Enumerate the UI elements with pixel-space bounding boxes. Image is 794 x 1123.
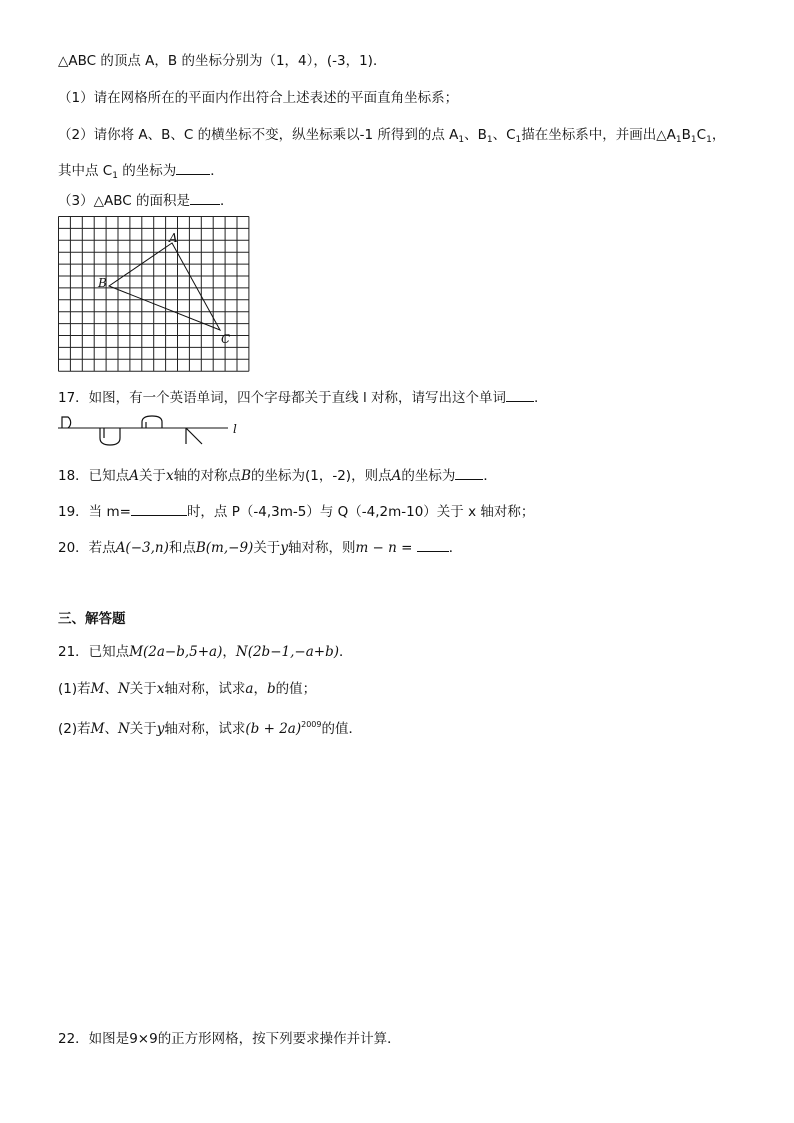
q16-part2b-a: 其中点 C bbox=[58, 163, 113, 179]
q20-c: 关于 bbox=[253, 540, 281, 556]
q16-part2b-c: ． bbox=[210, 163, 224, 179]
q22-a: 22．如图是 bbox=[58, 1031, 130, 1047]
q20-a: 20．若点 bbox=[58, 540, 116, 556]
triangle-abc bbox=[109, 243, 220, 330]
q21-s1-f: 的值； bbox=[275, 681, 317, 697]
q21-point-m: M(2a−b,5+a) bbox=[129, 644, 223, 660]
sub-1: 1 bbox=[706, 135, 712, 145]
letter-k-shape bbox=[186, 428, 202, 444]
q21-point-n: N(2b−1,−a+b) bbox=[235, 644, 339, 660]
q21-s2-e: 的值． bbox=[321, 721, 362, 737]
sub-1: 1 bbox=[675, 135, 682, 145]
letter-d-shape bbox=[62, 417, 71, 428]
q21-s1-b2: b bbox=[266, 681, 276, 697]
q21-s2-M: M bbox=[90, 721, 105, 737]
q16-part3 bbox=[58, 191, 233, 210]
q21-a: 21．已知点 bbox=[58, 644, 130, 660]
q21-s2-c: 关于 bbox=[129, 721, 157, 737]
q20-expr: m − n bbox=[355, 540, 397, 556]
q18-A2: A bbox=[391, 468, 402, 484]
q20-point-b: B(m,−9) bbox=[195, 540, 254, 556]
q17-question: 17．如图，有一个英语单词，四个字母都关于直线 l 对称，请写出这个单词 bbox=[58, 390, 507, 406]
answer-blank[interactable] bbox=[506, 388, 534, 402]
q16-part2-f: C bbox=[696, 127, 707, 143]
answer-blank[interactable] bbox=[455, 466, 483, 480]
answer-blank[interactable] bbox=[131, 502, 187, 516]
q16-part2-g: ， bbox=[711, 127, 726, 143]
q21-s2-expr: (b + 2a) bbox=[245, 721, 302, 737]
q21-part2 bbox=[58, 716, 362, 738]
q21-s2-b: 、 bbox=[104, 721, 118, 737]
q21-s2-exp: 2009 bbox=[301, 720, 322, 729]
letter-u-shape bbox=[100, 428, 120, 445]
q16-part2b-b: 的坐标为 bbox=[122, 163, 177, 179]
q20-e: ． bbox=[448, 540, 463, 556]
section-title bbox=[58, 610, 126, 628]
q21-s2-N: N bbox=[117, 721, 130, 737]
q21-s1-d: 轴对称，试求 bbox=[164, 681, 246, 697]
q21-text bbox=[58, 643, 352, 661]
q20-b: 和点 bbox=[168, 540, 196, 556]
q18-c: 轴的对称点 bbox=[173, 468, 242, 484]
q21-s2-y: y bbox=[156, 721, 165, 737]
q18-A: A bbox=[129, 468, 139, 484]
q22-text bbox=[58, 1030, 401, 1048]
q16-part1-text: （1）请在网格所在的平面内作出符合上述表述的平面直角坐标系； bbox=[58, 90, 459, 106]
axis-label-l: l bbox=[233, 422, 237, 436]
q18-x: x bbox=[165, 468, 174, 484]
q18-d: 的坐标为(1，-2)，则点 bbox=[250, 468, 392, 484]
q21-s1-b: 、 bbox=[104, 681, 118, 697]
q21-s1-a2: a bbox=[245, 681, 254, 697]
label-b: B bbox=[98, 276, 107, 290]
q17-text bbox=[58, 388, 538, 407]
label-c: C bbox=[221, 332, 231, 346]
q16-part2-b: 、B bbox=[464, 127, 487, 143]
q21-end: ． bbox=[338, 644, 353, 660]
q16-part1 bbox=[58, 89, 458, 107]
grid-lines bbox=[59, 217, 249, 372]
q21-part1 bbox=[58, 680, 316, 698]
q18-e: 的坐标为 bbox=[401, 468, 456, 484]
q21-s1-c: 关于 bbox=[129, 681, 157, 697]
q21-s1-a: (1)若 bbox=[58, 681, 91, 697]
answer-blank[interactable] bbox=[176, 161, 210, 175]
q20-d: 轴对称，则 bbox=[287, 540, 356, 556]
q21-sep: ， bbox=[222, 644, 236, 660]
section-3-title: 三、解答题 bbox=[58, 611, 126, 627]
q20-point-a: A(−3,n) bbox=[115, 540, 169, 556]
q18-B: B bbox=[241, 468, 251, 484]
q19-b: 时，点 P（-4,3m-5）与 Q（-4,2m-10）关于 x 轴对称； bbox=[186, 504, 535, 520]
q18-f: ． bbox=[483, 468, 497, 484]
q16-part2 bbox=[58, 126, 725, 149]
q16-part3-b: ． bbox=[219, 193, 234, 209]
q16-part2-cont bbox=[58, 161, 224, 185]
label-a: A bbox=[169, 231, 178, 245]
triangle-grid-figure bbox=[58, 216, 250, 376]
q22-b: 的正方形网格，按下列要求操作并计算． bbox=[157, 1031, 401, 1047]
sub-1: 1 bbox=[690, 135, 697, 145]
intro-text bbox=[58, 52, 386, 70]
q20-y: y bbox=[280, 540, 288, 556]
q21-s1-x: x bbox=[156, 681, 165, 697]
q21-s2-a: (2)若 bbox=[58, 721, 91, 737]
answer-blank[interactable] bbox=[417, 538, 449, 552]
q20-text bbox=[58, 538, 462, 557]
q19-text bbox=[58, 502, 534, 521]
q18-text bbox=[58, 466, 497, 485]
q18-b: 关于 bbox=[138, 468, 166, 484]
q16-part2-d: 描在坐标系中，并画出△A bbox=[521, 127, 676, 143]
q16-part3-a: （3）△ABC 的面积是 bbox=[58, 193, 190, 209]
q21-s2-d: 轴对称，试求 bbox=[164, 721, 246, 737]
intro-sentence: △ABC 的顶点 A，B 的坐标分别为（1，4），(-3，1)． bbox=[58, 53, 387, 69]
q16-part2-e: B bbox=[681, 127, 691, 143]
q21-s1-e: ， bbox=[253, 681, 267, 697]
sub-1: 1 bbox=[486, 135, 493, 145]
sub-1: 1 bbox=[515, 135, 522, 145]
symmetric-word-figure bbox=[56, 414, 246, 448]
q21-s1-N: N bbox=[117, 681, 130, 697]
q18-a: 18．已知点 bbox=[58, 468, 130, 484]
answer-blank[interactable] bbox=[190, 191, 220, 205]
letter-n-shape bbox=[142, 416, 162, 428]
q19-a: 19．当 m= bbox=[58, 504, 131, 520]
q16-part2-c: 、C bbox=[492, 127, 516, 143]
q22-dims: 9×9 bbox=[129, 1031, 158, 1047]
q20-eq: = bbox=[396, 540, 413, 556]
q17-end: . bbox=[534, 390, 539, 406]
sub-1: 1 bbox=[458, 135, 465, 145]
q21-s1-M: M bbox=[90, 681, 105, 697]
sub-1: 1 bbox=[112, 171, 118, 181]
q16-part2-a: （2）请你将 A、B、C 的横坐标不变，纵坐标乘以-1 所得到的点 A bbox=[58, 127, 459, 143]
